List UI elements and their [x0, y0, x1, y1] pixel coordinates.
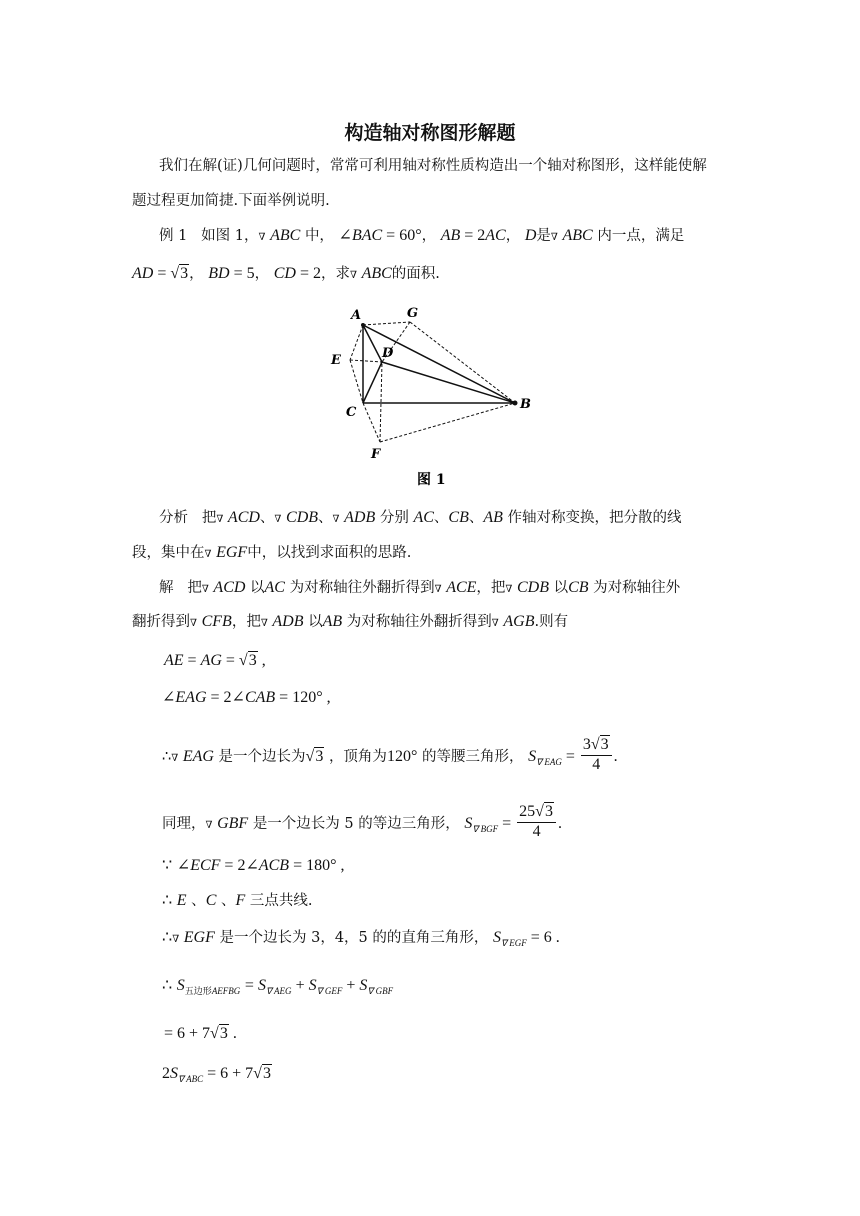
- example-line-2: AD = √3， BD = 5， CD = 2，求∇ ABC的面积.: [132, 265, 440, 282]
- step-8: ∴ $S_{五边形AEFBG} = S_{\nabla AEG} + S_{\nabla GEF} + S_{\nabla GBF}$: [162, 977, 394, 996]
- example-label: 例 1: [159, 228, 188, 244]
- analysis-label: 分析: [159, 510, 188, 526]
- analysis-line-1: 分析 把∇ ACD、∇ CDB、∇ ADB 分别 AC、CB、AB 作轴对称变换，把分散的线: [159, 509, 682, 526]
- step-4: 同理，∇ GBF 是一个边长为 5 的等边三角形， $S_{\nabla BGF}$ = $\frac{25√3}{4}$ .: [162, 803, 562, 840]
- step-9: = 6 + 7√3 .: [164, 1025, 237, 1042]
- example-line-1: 例 1 如图 1，∇ ABC 中， ∠BAC = 60°， AB = 2AC， D是∇ ABC 内一点，满足: [159, 227, 685, 244]
- segment-FD: [380, 362, 382, 442]
- intro-line-2: 题过程更加简捷.下面举例说明.: [132, 193, 330, 209]
- point-label-D: D: [382, 346, 394, 361]
- intro-line-1: 我们在解(证)几何问题时，常常可利用轴对称性质构造出一个轴对称图形，这样能使解: [159, 158, 707, 174]
- point-label-E: E: [331, 353, 341, 368]
- point-label-F: F: [371, 447, 381, 462]
- segment-AE: [350, 325, 363, 360]
- step-1: AE = AG = √3 ,: [164, 652, 266, 669]
- segment-FB: [380, 403, 515, 442]
- step-7: ∴∇ EGF 是一个边长为 3，4，5 的的直角三角形， $S_{\nabla EGF} = 6$ .: [162, 929, 560, 948]
- solution-label: 解: [159, 580, 174, 596]
- analysis-line-2: 段，集中在∇ EGF中，以找到求面积的思路.: [132, 544, 412, 561]
- step-2: ∠EAG = 2∠CAB = 120° ,: [162, 689, 331, 706]
- segment-ED: [350, 360, 382, 362]
- segment-AB: [363, 325, 515, 403]
- segment-GB: [410, 322, 515, 403]
- geometry-figure: [325, 300, 535, 490]
- point-label-A: A: [351, 308, 362, 323]
- segment-CF: [363, 403, 380, 442]
- step-6: ∴ E 、C 、F 三点共线.: [162, 892, 313, 909]
- step-10: $2S_{\nabla ABC} = 6 + 7√3$: [162, 1065, 271, 1084]
- solution-line-1: 解 把∇ ACD 以AC 为对称轴往外翻折得到∇ ACE，把∇ CDB 以CB 为对称轴往外: [159, 579, 681, 596]
- point-label-G: G: [407, 306, 419, 321]
- segment-EC: [350, 360, 363, 403]
- step-3: ∴∇ EAG 是一个边长为√3 ，顶角为120° 的等腰三角形， $S_{\nabla EAG}$ = $\frac{3√3}{4}$ .: [162, 736, 618, 773]
- figure-caption: 图 1: [417, 472, 446, 488]
- page-title: 构造轴对称图形解题: [344, 122, 516, 144]
- point-label-C: C: [346, 405, 357, 420]
- step-5: ∵ ∠ECF = 2∠ACB = 180° ,: [162, 857, 345, 874]
- segment-AG: [363, 322, 410, 325]
- solution-line-2: 翻折得到∇ CFB，把∇ ADB 以AB 为对称轴往外翻折得到∇ AGB.则有: [132, 613, 569, 630]
- segment-DC: [363, 362, 382, 403]
- point-label-B: B: [520, 397, 531, 412]
